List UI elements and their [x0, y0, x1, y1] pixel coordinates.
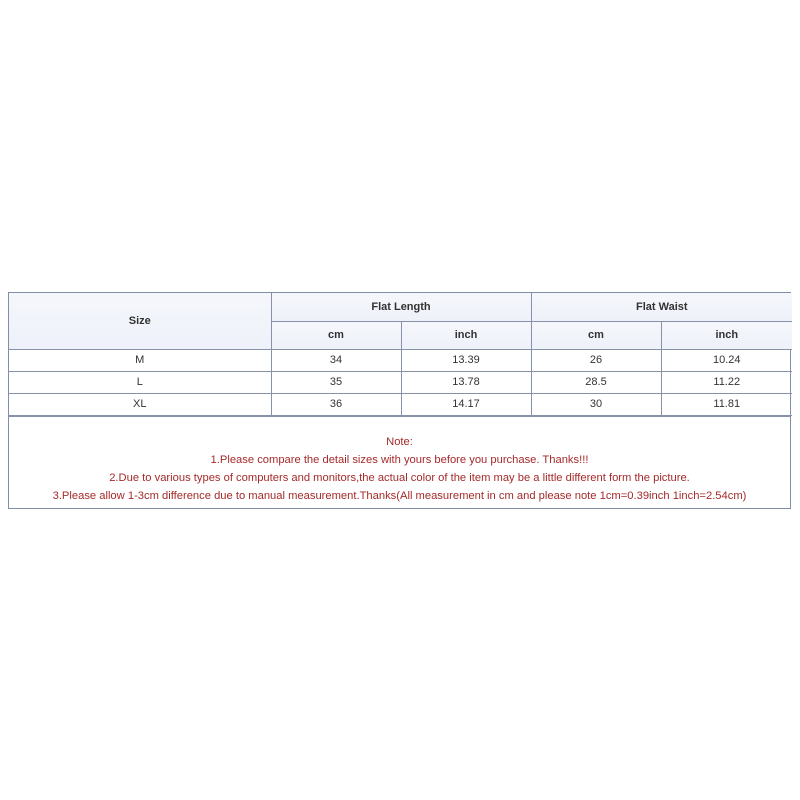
- length-cm-cell: 34: [271, 349, 401, 371]
- waist-cm-cell: 28.5: [531, 371, 661, 393]
- length-inch-cell: 14.17: [401, 393, 531, 415]
- table-row: [9, 371, 792, 393]
- length-cm-header: cm: [271, 321, 401, 349]
- flat-length-header: Flat Length: [271, 293, 531, 321]
- note-line-2: 2.Due to various types of computers and monitors,the actual color of the item may be a little different form the picture.: [109, 471, 690, 484]
- waist-cm-cell: 30: [531, 393, 661, 415]
- note-line-3: 3.Please allow 1-3cm difference due to manual measurement.Thanks(All measurement in cm and please note 1cm=0.39inch 1inch=2.54cm): [52, 489, 747, 502]
- notes-section: [9, 416, 790, 508]
- size-header: Size: [9, 293, 271, 349]
- length-inch-header: inch: [401, 321, 531, 349]
- length-cm-cell: 36: [271, 393, 401, 415]
- length-inch-cell: 13.39: [401, 349, 531, 371]
- waist-inch-cell: 11.22: [661, 371, 792, 393]
- length-inch-cell: 13.78: [401, 371, 531, 393]
- waist-cm-cell: 26: [531, 349, 661, 371]
- table-row: [9, 393, 792, 415]
- size-table: [9, 293, 792, 416]
- size-chart: [8, 292, 791, 509]
- waist-inch-header: inch: [661, 321, 792, 349]
- header-row-groups: [9, 293, 792, 321]
- waist-inch-cell: 11.81: [661, 393, 792, 415]
- flat-waist-header: Flat Waist: [531, 293, 792, 321]
- waist-inch-cell: 10.24: [661, 349, 792, 371]
- length-cm-cell: 35: [271, 371, 401, 393]
- table-row: [9, 349, 792, 371]
- size-cell: XL: [9, 393, 271, 415]
- size-cell: L: [9, 371, 271, 393]
- note-line-1: 1.Please compare the detail sizes with yours before you purchase. Thanks!!!: [210, 453, 589, 466]
- size-cell: M: [9, 349, 271, 371]
- waist-cm-header: cm: [531, 321, 661, 349]
- note-title: Note:: [386, 435, 413, 448]
